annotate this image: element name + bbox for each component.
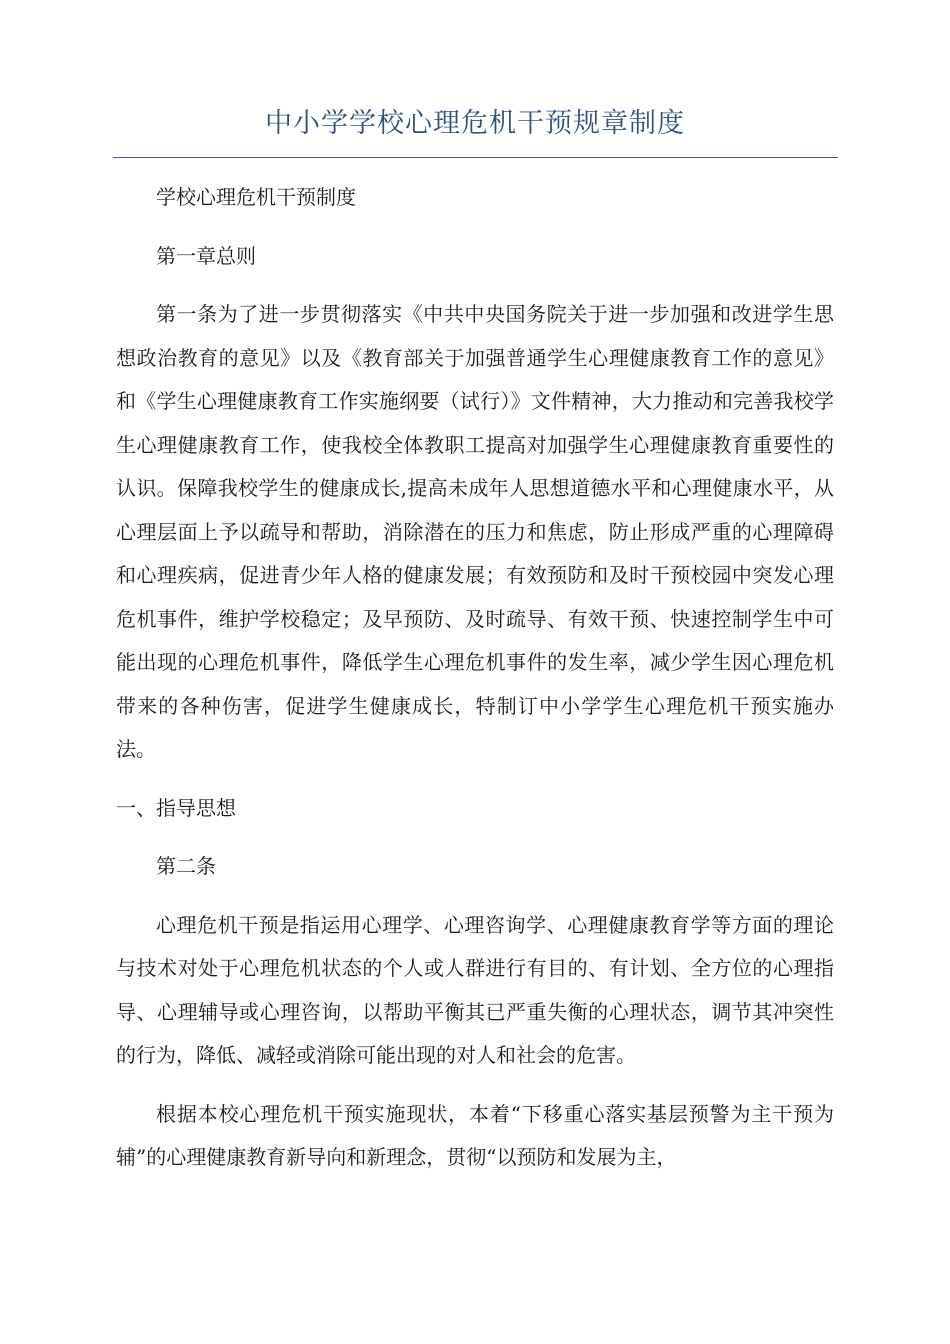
paragraph-article-2-body: 心理危机干预是指运用心理学、心理咨询学、心理健康教育学等方面的理论与技术对处于心理危机状态的个人或人群进行有目的、有计划、全方位的心理指导、心理辅导或心理咨询，以帮助平衡其已严重失衡的心理状态，调节其冲突性的行为，降低、减轻或消除可能出现的对人和社会的危害。 (116, 912, 834, 1067)
paragraph-article-1: 第一条为了进一步贯彻落实《中共中央国务院关于进一步加强和改进学生思想政治教育的意见》以及《教育部关于加强普通学生心理健康教育工作的意见》和《学生心理健康教育工作实施纲要（试行）》文件精神，大力推动和完善我校学生心理健康教育工作，使我校全体教职工提高对加强学生心理健康教育重要性的认识。保障我校学生的健康成长,提高未成年人思想道德水平和心理健康水平，从心理层面上予以疏导和帮助，消除潜在的压力和焦虑，防止形成严重的心理障碍和心理疾病，促进青少年人格的健康发展；有效预防和及时干预校园中突发心理危机事件，维护学校稳定；及早预防、及时疏导、有效干预、快速控制学生中可能出现的心理危机事件，降低学生心理危机事件的发生率，减少学生因心理危机带来的各种伤害，促进学生健康成长，特制订中小学学生心理危机干预实施办法。 (116, 302, 834, 761)
section-heading-guiding-thought: 一、指导思想 (116, 795, 236, 820)
paragraph-chapter-heading: 第一章总则 (156, 243, 256, 268)
paragraph-implementation: 根据本校心理危机干预实施现状，本着“下移重心落实基层预警为主干预为辅”的心理健康教育新导向和新理念，贯彻“以预防和发展为主， (116, 1101, 834, 1169)
paragraph-subtitle: 学校心理危机干预制度 (156, 185, 356, 209)
document-body (116, 176, 834, 1180)
document-title: 中小学学校心理危机干预规章制度 (265, 108, 685, 139)
paragraph-article-2-heading: 第二条 (156, 854, 216, 878)
title-divider (113, 157, 838, 158)
